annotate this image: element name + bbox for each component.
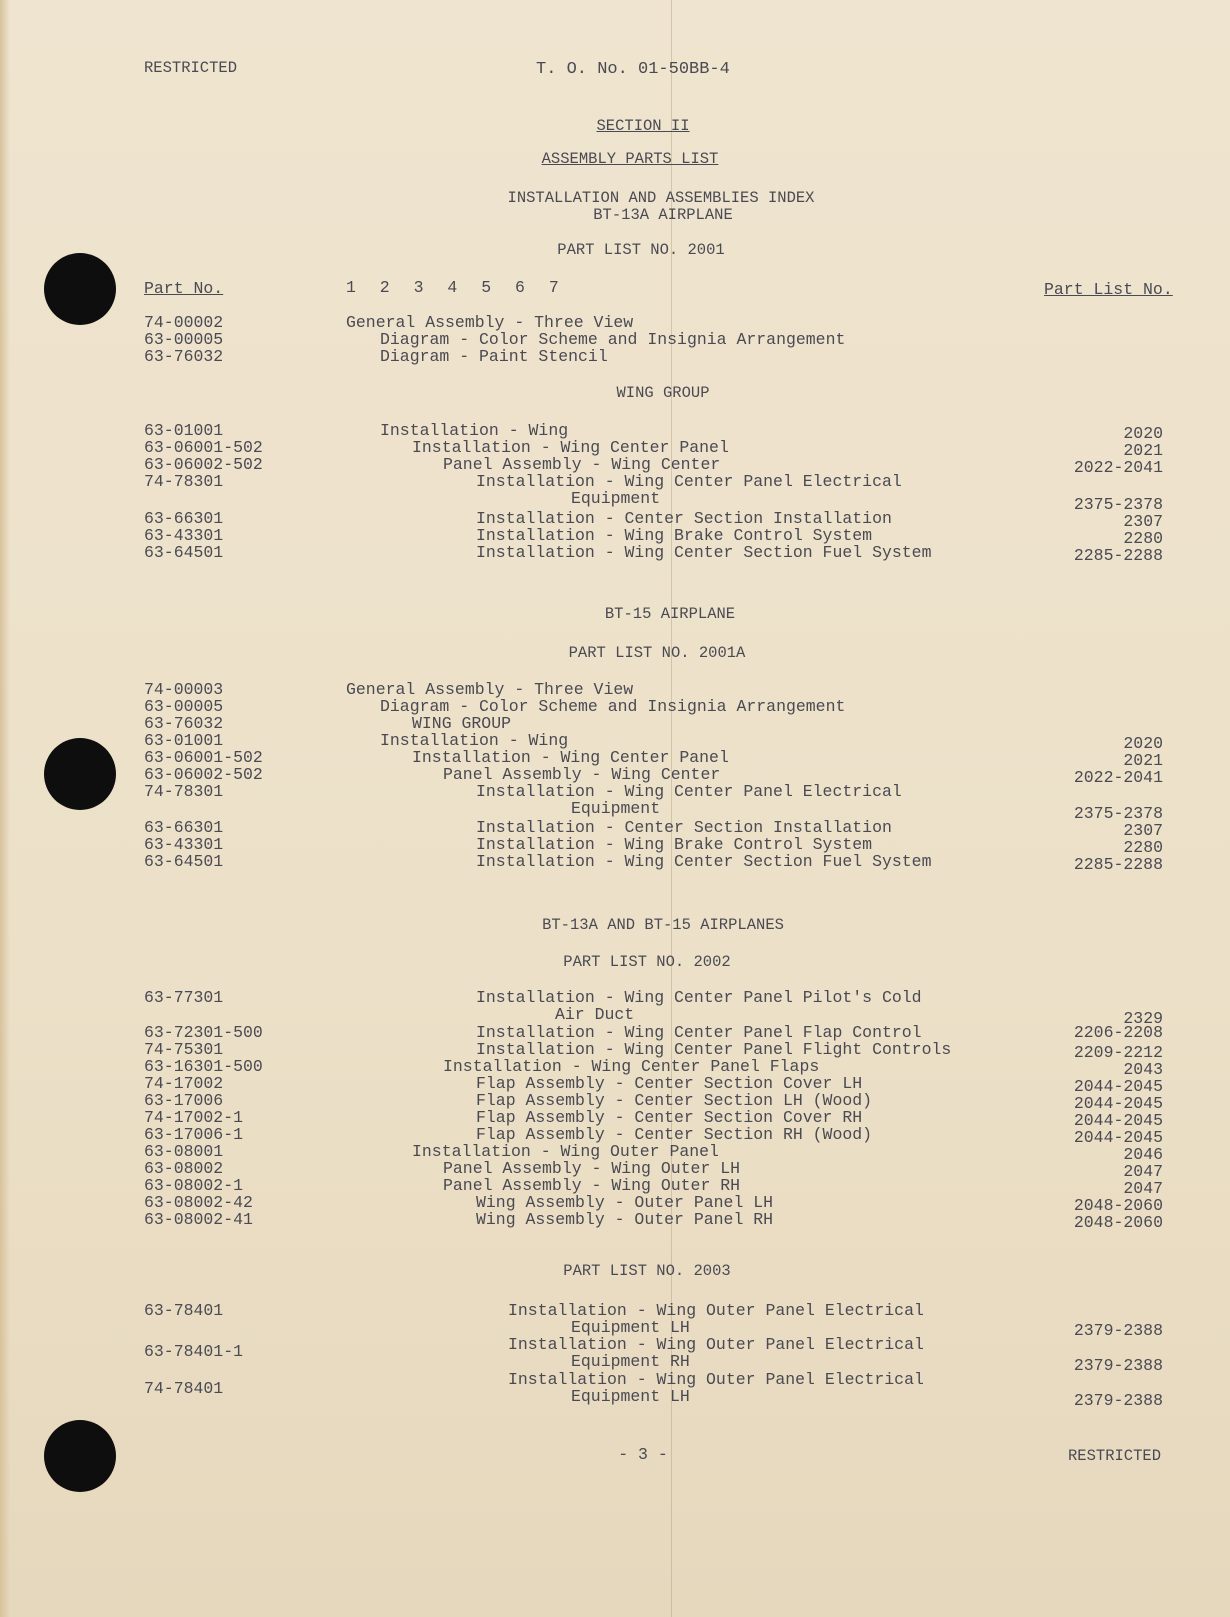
index-title: INSTALLATION AND ASSEMBLIES INDEX	[507, 189, 815, 207]
part-list-number: 2379-2388	[1073, 1356, 1163, 1375]
part-description: Installation - Wing Outer Panel Electrical	[508, 1335, 924, 1354]
punch-hole	[44, 253, 116, 325]
part-description-cont: Equipment RH	[571, 1352, 690, 1371]
part-description: Installation - Wing Center Panel Electrical	[476, 472, 902, 491]
part-number: 63-08001	[144, 1142, 224, 1161]
part-description: Installation - Wing Outer Panel	[412, 1142, 719, 1161]
part-list-number: 2280	[1123, 529, 1163, 548]
part-number: 63-76032	[144, 714, 224, 733]
part-number: 74-00002	[144, 313, 224, 332]
part-number: 63-76032	[144, 347, 224, 366]
part-number: 74-17002-1	[144, 1108, 244, 1127]
part-description: Installation - Wing Brake Control System	[476, 835, 873, 854]
part-number: 63-01001	[144, 731, 224, 750]
classification-bottom: RESTRICTED	[1068, 1447, 1162, 1465]
part-description: Installation - Wing Brake Control System	[476, 526, 873, 545]
part-description: Panel Assembly - Wing Center	[443, 455, 721, 474]
part-description-cont: Equipment LH	[571, 1318, 690, 1337]
part-list-number: 2048-2060	[1073, 1213, 1163, 1232]
airplane-title: BT-15 AIRPLANE	[604, 605, 736, 623]
part-description: Installation - Wing	[380, 421, 569, 440]
part-list-number: 2022-2041	[1073, 768, 1163, 787]
part-description: Diagram - Paint Stencil	[380, 347, 608, 366]
punch-hole	[44, 738, 116, 810]
part-description: Installation - Wing Center Panel Flap Control	[476, 1023, 922, 1042]
part-number: 63-01001	[144, 421, 224, 440]
part-description-cont: Air Duct	[555, 1005, 635, 1024]
part-list-number: 2046	[1123, 1145, 1163, 1164]
part-no-header: Part No.	[144, 279, 224, 298]
part-list-number: 2307	[1123, 821, 1163, 840]
part-number: 74-75301	[144, 1040, 224, 1059]
wing-group-heading: WING GROUP	[412, 714, 512, 733]
part-number: 63-66301	[144, 818, 224, 837]
part-list-number: 2021	[1123, 751, 1163, 770]
part-number: 63-16301-500	[144, 1057, 263, 1076]
part-list-number: 2021	[1123, 441, 1163, 460]
part-list-number: 2048-2060	[1073, 1196, 1163, 1215]
part-description: Flap Assembly - Center Section LH (Wood)	[476, 1091, 873, 1110]
part-number: 63-08002	[144, 1159, 224, 1178]
part-description: Installation - Wing Center Panel	[412, 748, 729, 767]
section-title: ASSEMBLY PARTS LIST	[541, 150, 719, 168]
part-list-number: 2043	[1123, 1060, 1163, 1079]
part-list-title: PART LIST NO. 2002	[563, 953, 731, 971]
part-number: 63-66301	[144, 509, 224, 528]
part-description: Flap Assembly - Center Section Cover LH	[476, 1074, 863, 1093]
part-list-number: 2022-2041	[1073, 458, 1163, 477]
part-description: Diagram - Color Scheme and Insignia Arrangement	[380, 697, 846, 716]
part-number: 63-43301	[144, 526, 224, 545]
part-description: Installation - Wing Center Section Fuel System	[476, 543, 932, 562]
part-description: General Assembly - Three View	[346, 313, 634, 332]
part-number: 63-00005	[144, 330, 224, 349]
part-list-number: 2020	[1123, 424, 1163, 443]
part-description: Installation - Wing Center Section Fuel System	[476, 852, 932, 871]
classification-top: RESTRICTED	[144, 59, 238, 77]
to-number: T. O. No. 01-50BB-4	[536, 60, 730, 79]
part-list-number: 2047	[1123, 1162, 1163, 1181]
part-description: Installation - Wing Center Panel Electrical	[476, 782, 902, 801]
part-number: 74-00003	[144, 680, 224, 699]
part-list-number: 2020	[1123, 734, 1163, 753]
part-number: 74-17002	[144, 1074, 224, 1093]
part-list-no-header: Part List No.	[1044, 280, 1173, 299]
part-description: Wing Assembly - Outer Panel LH	[476, 1193, 774, 1212]
part-description-cont: Equipment	[571, 489, 661, 508]
part-description: Installation - Center Section Installation	[476, 509, 892, 528]
part-list-number: 2209-2212	[1073, 1043, 1163, 1062]
part-list-number: 2379-2388	[1073, 1391, 1163, 1410]
part-list-number: 2206-2208	[1073, 1023, 1163, 1042]
part-number: 63-17006-1	[144, 1125, 244, 1144]
part-number: 63-64501	[144, 852, 224, 871]
part-list-number: 2285-2288	[1073, 546, 1163, 565]
paper-edge	[0, 0, 10, 1617]
part-description: Installation - Wing Outer Panel Electrical	[508, 1301, 924, 1320]
part-description: Installation - Wing Center Panel Flaps	[443, 1057, 820, 1076]
part-description: General Assembly - Three View	[346, 680, 634, 699]
part-list-number: 2280	[1123, 838, 1163, 857]
part-description: Diagram - Color Scheme and Insignia Arrangement	[380, 330, 846, 349]
part-number: 63-06001-502	[144, 748, 263, 767]
part-description: Panel Assembly - Wing Outer LH	[443, 1159, 741, 1178]
punch-hole	[44, 1420, 116, 1492]
part-number: 63-06002-502	[144, 765, 263, 784]
airplane-title: BT-13A AIRPLANE	[593, 206, 733, 224]
part-list-number: 2044-2045	[1073, 1128, 1163, 1147]
part-number: 63-72301-500	[144, 1023, 263, 1042]
part-description: Installation - Wing Center Panel	[412, 438, 729, 457]
part-number: 74-78401	[144, 1379, 224, 1398]
part-list-number: 2375-2378	[1073, 804, 1163, 823]
part-description: Installation - Wing Outer Panel Electrical	[508, 1370, 924, 1389]
part-number: 63-78401-1	[144, 1342, 244, 1361]
part-number: 63-17006	[144, 1091, 224, 1110]
part-number: 63-08002-42	[144, 1193, 253, 1212]
part-number: 63-08002-1	[144, 1176, 244, 1195]
part-number: 63-64501	[144, 543, 224, 562]
part-description: Panel Assembly - Wing Outer RH	[443, 1176, 741, 1195]
part-number: 74-78301	[144, 472, 224, 491]
part-number: 63-00005	[144, 697, 224, 716]
wing-group-heading: WING GROUP	[616, 384, 710, 402]
part-list-number: 2375-2378	[1073, 495, 1163, 514]
section-heading: SECTION II	[596, 117, 690, 135]
airplane-title: BT-13A AND BT-15 AIRPLANES	[542, 916, 784, 934]
part-number: 63-06001-502	[144, 438, 263, 457]
part-number: 63-78401	[144, 1301, 224, 1320]
part-number: 74-78301	[144, 782, 224, 801]
part-list-number: 2329	[1123, 1009, 1163, 1028]
page-number: - 3 -	[618, 1445, 668, 1464]
part-description-cont: Equipment LH	[571, 1387, 690, 1406]
part-list-number: 2379-2388	[1073, 1321, 1163, 1340]
part-number: 63-77301	[144, 988, 224, 1007]
part-list-number: 2307	[1123, 512, 1163, 531]
part-list-number: 2044-2045	[1073, 1111, 1163, 1130]
part-list-number: 2044-2045	[1073, 1077, 1163, 1096]
part-description: Installation - Wing	[380, 731, 569, 750]
part-list-number: 2285-2288	[1073, 855, 1163, 874]
part-description: Flap Assembly - Center Section Cover RH	[476, 1108, 863, 1127]
part-description: Wing Assembly - Outer Panel RH	[476, 1210, 774, 1229]
part-list-title: PART LIST NO. 2001A	[568, 644, 746, 662]
part-list-title: PART LIST NO. 2003	[563, 1262, 731, 1280]
part-list-number: 2044-2045	[1073, 1094, 1163, 1113]
part-list-title: PART LIST NO. 2001	[557, 241, 725, 259]
part-description: Panel Assembly - Wing Center	[443, 765, 721, 784]
part-description: Installation - Center Section Installation	[476, 818, 892, 837]
indent-scale: 1 2 3 4 5 6 7	[346, 278, 566, 297]
part-number: 63-08002-41	[144, 1210, 253, 1229]
part-description-cont: Equipment	[571, 799, 661, 818]
part-number: 63-06002-502	[144, 455, 263, 474]
part-description: Installation - Wing Center Panel Pilot's Cold	[476, 988, 922, 1007]
part-list-number: 2047	[1123, 1179, 1163, 1198]
part-description: Flap Assembly - Center Section RH (Wood)	[476, 1125, 873, 1144]
part-description: Installation - Wing Center Panel Flight Controls	[476, 1040, 952, 1059]
part-number: 63-43301	[144, 835, 224, 854]
